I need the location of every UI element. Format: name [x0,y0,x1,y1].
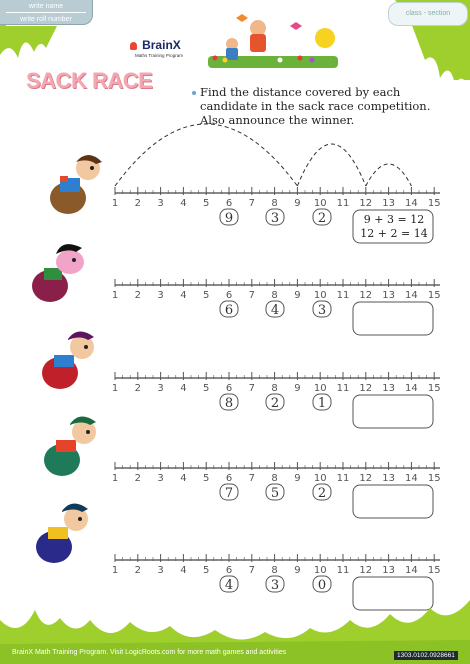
hop-length-value: 4 [270,303,280,318]
hop-length-value: 1 [317,396,327,411]
number-line-label: 3 [157,383,164,394]
hop-length-value: 2 [270,396,280,411]
number-line-label: 12 [359,473,373,484]
roll-number-field[interactable]: write roll number [6,14,86,26]
hop-length-value: 0 [317,578,327,593]
brand-subtitle: Maths Training Program [135,53,184,58]
number-line-label: 9 [294,198,301,209]
number-line-label: 6 [225,383,233,394]
number-line-label: 14 [405,473,418,484]
worksheet-code: 1303.0102.0928661 [394,651,458,660]
number-line-label: 4 [180,383,187,394]
number-line-label: 7 [248,383,255,394]
number-line-label: 15 [427,198,441,209]
answer-box [353,485,433,518]
page-title: SACK RACE [26,68,153,93]
hop-length-value: 7 [224,486,234,501]
number-line-label: 13 [382,290,395,301]
number-line-label: 7 [248,290,255,301]
answer-text: 9 + 3 = 12 [363,213,425,226]
number-line-label: 8 [271,290,278,301]
kid-in-sack-illustration [30,410,105,480]
number-line-label: 14 [405,198,418,209]
name-field[interactable]: write name [6,1,86,13]
number-line-label: 9 [294,565,301,576]
number-line-label: 13 [382,383,395,394]
hop-length-value: 5 [270,486,280,501]
hop-arc [297,144,365,186]
number-line-label: 2 [134,565,141,576]
number-line-label: 14 [405,565,418,576]
hop-length-value: 6 [224,303,234,318]
number-line-label: 10 [313,290,327,301]
number-line-label: 11 [336,565,350,576]
number-line-label: 9 [294,473,301,484]
hop-arc [115,124,297,186]
number-line-label: 1 [111,383,119,394]
number-line-label: 14 [405,290,418,301]
hop-length-value: 2 [317,486,327,501]
number-line-label: 4 [180,565,187,576]
hop-length-value: 3 [317,303,327,318]
number-line-label: 8 [271,565,278,576]
number-line-label: 4 [180,473,187,484]
kid-in-sack-illustration [20,238,90,306]
hop-length-value: 3 [270,578,280,593]
instruction-label: Find the distance covered by each candidate in the sack race competition. Also announce the winner. [200,85,431,127]
number-line-label: 11 [336,198,350,209]
number-line-label: 3 [157,198,164,209]
number-line-label: 4 [180,290,187,301]
number-line-label: 6 [225,565,233,576]
number-line-label: 5 [203,198,210,209]
class-section-field[interactable]: class - section [388,2,468,26]
hop-arc [366,164,412,186]
number-line-label: 15 [427,473,441,484]
number-line-label: 9 [294,383,301,394]
answer-box [353,395,433,428]
number-line-label: 1 [111,290,119,301]
number-line-label: 2 [134,198,141,209]
number-line-label: 6 [225,473,233,484]
number-line-label: 14 [405,383,418,394]
number-line-label: 11 [336,383,350,394]
number-line-label: 12 [359,290,373,301]
number-line-label: 5 [203,473,210,484]
hop-length-value: 9 [224,211,234,226]
number-line-label: 2 [134,473,141,484]
number-line-label: 8 [271,383,278,394]
number-line-label: 2 [134,383,141,394]
number-line-label: 3 [157,565,164,576]
number-line-label: 11 [336,290,350,301]
number-line-label: 12 [359,198,373,209]
hop-length-value: 4 [224,578,234,593]
number-line-label: 1 [111,565,119,576]
answer-box [353,302,433,335]
number-line-label: 5 [203,565,210,576]
number-line-label: 12 [359,565,373,576]
number-line-label: 15 [427,383,441,394]
number-line-label: 13 [382,473,395,484]
number-line-label: 8 [271,473,278,484]
number-line-label: 7 [248,565,255,576]
number-line-label: 15 [427,565,441,576]
number-line-label: 3 [157,290,164,301]
number-line-label: 3 [157,473,164,484]
number-line-label: 12 [359,383,373,394]
number-line-label: 1 [111,473,119,484]
number-line-label: 9 [294,290,301,301]
number-line-label: 15 [427,290,441,301]
hop-length-value: 2 [317,211,327,226]
number-line-label: 13 [382,198,395,209]
number-line-label: 1 [111,198,119,209]
answer-text: 12 + 2 = 14 [360,227,428,240]
number-line-label: 13 [382,565,395,576]
number-line-label: 5 [203,383,210,394]
number-line-label: 5 [203,290,210,301]
number-line-label: 8 [271,198,278,209]
footer-text: BrainX Math Training Program. Visit LogicRoots.com for more math games and activities [12,649,287,656]
brand-name: BrainX [142,38,181,52]
number-line-label: 10 [313,383,327,394]
number-line-label: 7 [248,198,255,209]
number-line-label: 2 [134,290,141,301]
number-line-label: 6 [225,290,233,301]
number-line-label: 7 [248,473,255,484]
kid-in-sack-illustration [28,325,103,393]
number-line-label: 10 [313,198,327,209]
hop-length-value: 3 [270,211,280,226]
number-line-label: 6 [225,198,233,209]
kid-in-sack-illustration [30,150,110,218]
number-line-label: 4 [180,198,187,209]
number-line-label: 11 [336,473,350,484]
number-line-label: 10 [313,473,327,484]
hop-length-value: 8 [224,396,234,411]
kid-in-sack-illustration [22,497,97,567]
number-line-label: 10 [313,565,327,576]
